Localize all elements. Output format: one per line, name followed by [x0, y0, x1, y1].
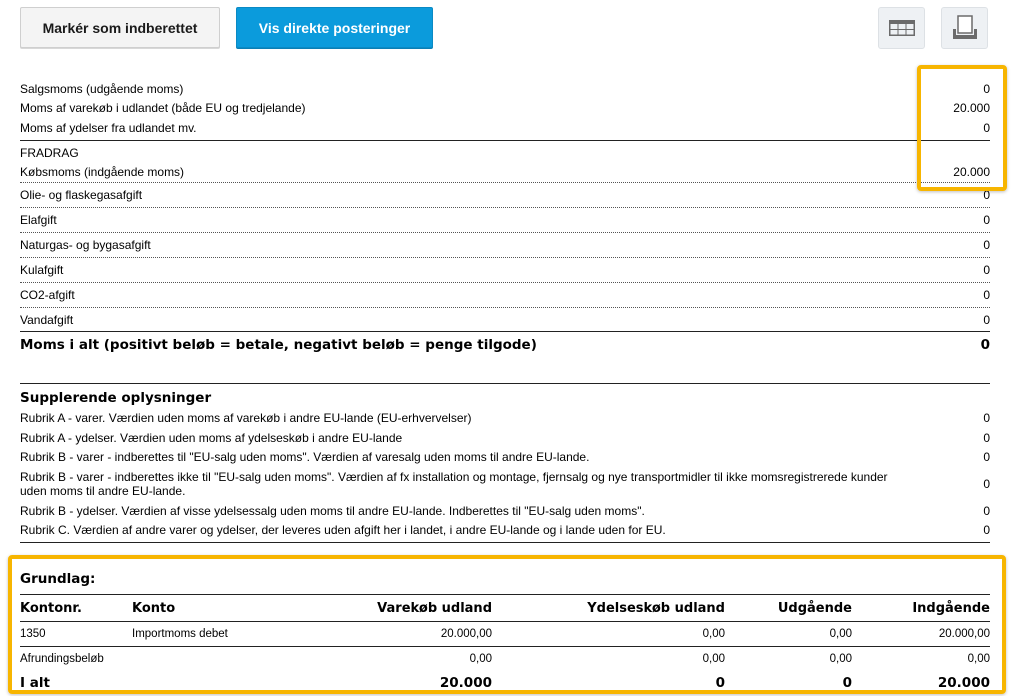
vat-total-label: Moms i alt (positivt beløb = betale, negativt beløb = penge tilgode) — [20, 337, 537, 353]
deduction-row — [20, 308, 990, 332]
print-icon — [951, 15, 979, 41]
services-purchase-value: 0,00 — [492, 622, 725, 647]
deduction-row-label: Naturgas- og bygasafgift — [20, 238, 151, 252]
deduction-row-value: 0 — [983, 188, 990, 202]
deduction-heading-row — [20, 141, 990, 161]
vat-total-value: 0 — [980, 337, 990, 353]
total-goods: 20.000 — [439, 674, 492, 691]
deduction-row — [20, 283, 990, 308]
supplementary-heading: Supplerende oplysninger — [20, 390, 212, 406]
deduction-row-label: Elafgift — [20, 213, 57, 227]
rounding-label: Afrundingsbeløb — [20, 653, 104, 666]
supplementary-row — [20, 408, 990, 428]
vat-row-value: 20.000 — [953, 101, 990, 115]
total-label: I alt — [20, 674, 50, 691]
total-row — [20, 672, 990, 694]
deduction-row — [20, 233, 990, 258]
supplementary-row-value: 0 — [983, 522, 990, 537]
supplementary-row — [20, 467, 990, 501]
deduction-row-value: 0 — [983, 312, 990, 327]
rounding-services: 0,00 — [702, 653, 725, 666]
goods-purchase-value: 20.000,00 — [292, 622, 492, 647]
col-outgoing: Udgående — [725, 595, 852, 622]
rounding-row — [20, 647, 990, 672]
mark-reported-button[interactable]: Markér som indberettet — [20, 7, 220, 48]
incoming-value: 20.000,00 — [852, 622, 990, 647]
table-row — [20, 622, 990, 647]
col-services-purchase-abroad: Ydelseskøb udland — [492, 595, 725, 622]
deduction-row — [20, 183, 990, 208]
col-account: Konto — [132, 595, 292, 622]
vat-row-value: 0 — [983, 120, 990, 135]
supplementary-section — [20, 383, 990, 543]
basis-table — [20, 594, 990, 694]
deduction-row-label: Købsmoms (indgående moms) — [20, 164, 185, 179]
rounding-incoming: 0,00 — [967, 653, 990, 666]
vat-row-label: Moms af ydelser fra udlandet mv. — [20, 120, 197, 135]
deduction-row-value: 20.000 — [953, 164, 990, 179]
deduction-row-label: Vandafgift — [20, 312, 74, 327]
vat-total-row — [20, 332, 990, 358]
supplementary-row-value: 0 — [983, 477, 990, 491]
total-incoming: 20.000 — [937, 674, 990, 691]
rounding-outgoing: 0,00 — [829, 653, 852, 666]
total-services: 0 — [715, 674, 725, 691]
deduction-row-label: Kulafgift — [20, 263, 64, 277]
supplementary-row — [20, 501, 990, 520]
supplementary-row-label: Rubrik B - varer - indberettes til "EU-salg uden moms". Værdien af varesalg uden moms til andre EU-lande. — [20, 450, 590, 464]
supplementary-row-label: Rubrik C. Værdien af andre varer og ydelser, der leveres uden afgift her i landet, i andre EU-lande og i lande uden for EU. — [20, 522, 666, 537]
supplementary-row-label: Rubrik A - varer. Værdien uden moms af varekøb i andre EU-lande (EU-erhvervelser) — [20, 411, 472, 425]
col-account-number: Kontonr. — [20, 595, 132, 622]
supplementary-row-label: Rubrik A - ydelser. Værdien uden moms af ydelseskøb i andre EU-lande — [20, 430, 403, 445]
account-name: Importmoms debet — [132, 622, 292, 647]
table-view-button[interactable] — [878, 7, 925, 49]
deduction-row-label: CO2-afgift — [20, 288, 75, 302]
account-number: 1350 — [20, 622, 132, 647]
show-direct-postings-button[interactable]: Vis direkte posteringer — [236, 7, 433, 48]
basis-section — [20, 568, 990, 694]
supplementary-row-value: 0 — [983, 430, 990, 445]
deduction-row-value: 0 — [983, 213, 990, 227]
vat-row-value: 0 — [983, 81, 990, 96]
vat-row — [20, 98, 990, 118]
vat-section — [20, 79, 990, 358]
outgoing-value: 0,00 — [725, 622, 852, 647]
print-button[interactable] — [941, 7, 988, 49]
supplementary-row-label: Rubrik B - ydelser. Værdien af visse ydelsessalg uden moms til andre EU-lande. Indberettes til "EU-salg uden moms". — [20, 503, 645, 518]
deduction-row — [20, 208, 990, 233]
vat-row — [20, 118, 990, 141]
supplementary-row — [20, 520, 990, 542]
deduction-row-value: 0 — [983, 238, 990, 252]
deduction-row — [20, 258, 990, 283]
basis-table-header — [20, 595, 990, 622]
supplementary-row — [20, 428, 990, 447]
table-grid-icon — [889, 20, 915, 36]
col-incoming: Indgående — [852, 595, 990, 622]
vat-row-label: Moms af varekøb i udlandet (både EU og tredjelande) — [20, 101, 306, 115]
deduction-row-label: Olie- og flaskegasafgift — [20, 188, 143, 202]
supplementary-row-value: 0 — [983, 450, 990, 464]
deduction-heading: FRADRAG — [20, 146, 79, 160]
supplementary-row-value: 0 — [983, 411, 990, 425]
vat-row — [20, 79, 990, 98]
supplementary-row-value: 0 — [983, 503, 990, 518]
deduction-row-value: 0 — [983, 263, 990, 277]
rounding-goods: 0,00 — [469, 653, 492, 666]
col-goods-purchase-abroad: Varekøb udland — [292, 595, 492, 622]
toolbar — [20, 7, 990, 49]
deduction-row-value: 0 — [983, 288, 990, 302]
supplementary-row — [20, 447, 990, 467]
deduction-row — [20, 161, 990, 183]
basis-heading: Grundlag: — [20, 571, 96, 587]
supplementary-row-label: Rubrik B - varer - indberettes ikke til "EU-salg uden moms". Værdien af fx installation og montage, fjernsalg og nye transportmidler til ikke momsregistrerede kunder uden moms til andre EU-lande. — [20, 470, 888, 498]
total-outgoing: 0 — [842, 674, 852, 691]
vat-row-label: Salgsmoms (udgående moms) — [20, 81, 184, 96]
